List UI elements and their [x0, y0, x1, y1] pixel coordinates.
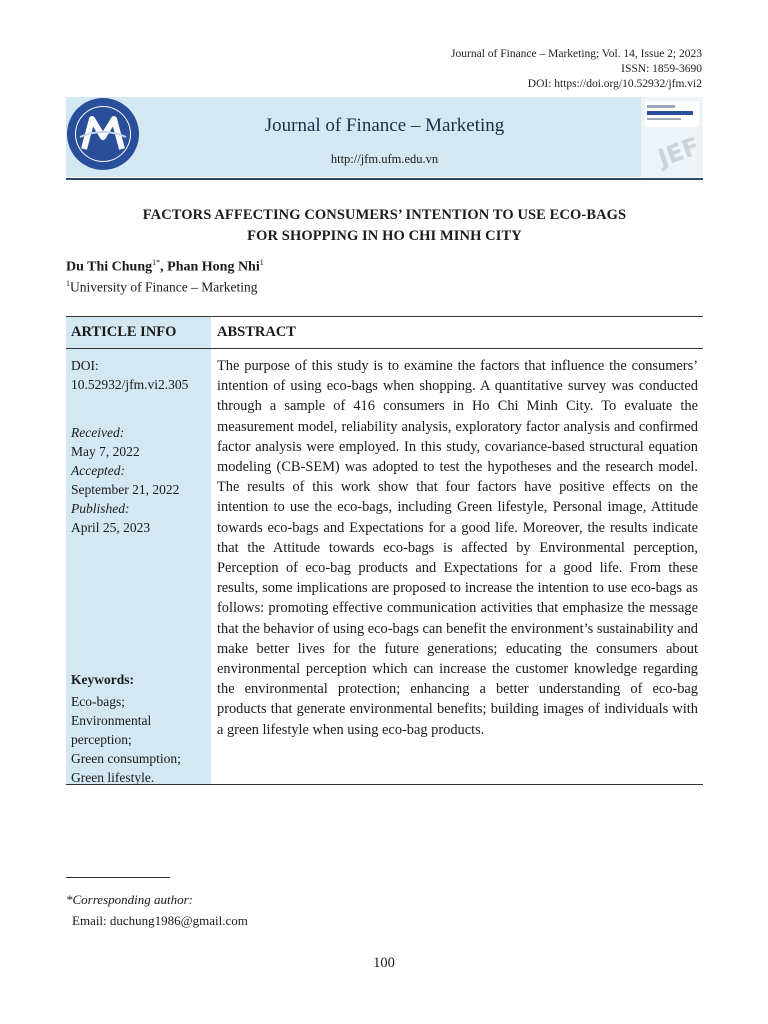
received-date: May 7, 2022 [71, 444, 140, 459]
author-name: Phan Hong Nhi [167, 259, 260, 275]
journal-citation: Journal of Finance – Marketing; Vol. 14, Issue 2; 2023 [451, 48, 702, 60]
article-info-header: ARTICLE INFO [71, 324, 177, 340]
paper-title [66, 205, 703, 247]
affiliation [66, 279, 257, 296]
banner-divider [66, 178, 703, 180]
corresponding-author-label: *Corresponding author: [66, 892, 193, 907]
received-label: Received: [71, 425, 125, 440]
abstract-text: The purpose of this study is to examine the factors that influence the consumers’ intention of using eco-bags when shopping. A quantitative survey was conducted through a sample of 416 consumers in Ho Chi Minh City. To evaluate the measurement model, reliability analysis, exploratory factor analysis and confirmed factor analysis were employed. In this study, covariance-based structural equation modeling (CB-SEM) was adopted to test the hypotheses and the research model. The results of this work show that four factors have positive effects on the intention to use the eco-bags, including Green lifestyle, Personal image, Attitude towards eco-bags and Expectations for a good life. Moreover, the results indicate that the Attitude towards eco-bags is affected by Environmental perception, Perception of eco-bag products and Expectations for a good life. From these results, some implications are proposed to increase the intention to use eco-bags as follows: promoting effective communication activities that emphasize the message that the behavior of using eco-bags can benefit the environment’s sustainability and make better lives for the future generations; educating the consumers about environmental perception which can increase the customer knowledge regarding the environmental protection; enhancing a better understanding of eco-bag products that generate environmental benefits; building images of individuals with a green lifestyle when using eco-bag products. [217, 358, 698, 738]
keyword-item: perception; [71, 732, 132, 747]
published-date: April 25, 2023 [71, 520, 151, 535]
journal-meta [451, 47, 702, 92]
table-header-rule [66, 348, 703, 349]
paper-title-line-2: FOR SHOPPING IN HO CHI MINH CITY [247, 228, 522, 244]
author-list [66, 258, 264, 276]
doi-value[interactable]: 10.52932/jfm.vi2.305 [71, 377, 189, 392]
accepted-date: September 21, 2022 [71, 482, 180, 497]
table-top-rule [66, 316, 703, 317]
journal-cover-icon [641, 97, 703, 181]
doi-label: DOI: [71, 358, 99, 373]
corresponding-author-email[interactable]: Email: duchung1986@gmail.com [72, 913, 248, 928]
author-affiliation-mark: 1* [152, 258, 161, 267]
affiliation-name: University of Finance – Marketing [70, 279, 258, 295]
abstract-header: ABSTRACT [217, 324, 296, 340]
paper-title-line-1: FACTORS AFFECTING CONSUMERS’ INTENTION TO USE ECO-BAGS [142, 207, 627, 223]
journal-doi: DOI: https://doi.org/10.52932/jfm.vi2 [527, 78, 702, 90]
footnote-rule [66, 877, 170, 878]
keyword-item: Green consumption; [71, 751, 181, 766]
banner-journal-title: Journal of Finance – Marketing [264, 115, 505, 136]
keywords-block [71, 670, 181, 787]
affiliation-mark: 1 [66, 279, 70, 288]
university-seal-icon [66, 97, 146, 181]
dates-block [71, 423, 179, 537]
author-separator: , [160, 259, 168, 275]
page-number: 100 [373, 955, 395, 971]
journal-issn: ISSN: 1859-3690 [621, 63, 702, 75]
published-label: Published: [71, 501, 130, 516]
keyword-item: Green lifestyle. [71, 770, 155, 785]
article-info-table [66, 316, 703, 785]
doi-block [71, 356, 188, 394]
keywords-label: Keywords: [71, 672, 134, 687]
banner-url[interactable]: http://jfm.ufm.edu.vn [330, 152, 439, 166]
author-name: Du Thi Chung [66, 259, 153, 275]
svg-text:JEF: JEF [654, 131, 703, 173]
journal-banner [66, 97, 703, 177]
keyword-item: Eco-bags; [71, 694, 125, 709]
author-affiliation-mark: 1 [259, 258, 264, 267]
accepted-label: Accepted: [71, 463, 125, 478]
keyword-item: Environmental [71, 713, 152, 728]
